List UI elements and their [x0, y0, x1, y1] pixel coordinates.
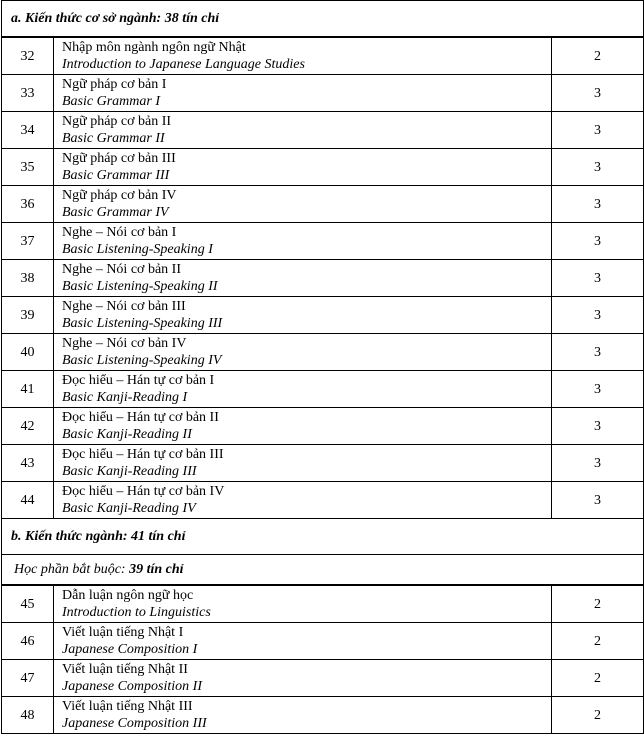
course-name-vn: Nghe – Nói cơ bản III	[62, 299, 186, 314]
course-name	[54, 482, 552, 519]
table-row	[2, 297, 644, 334]
section-title: a. Kiến thức cơ sở ngành: 38 tín chỉ	[2, 1, 644, 38]
course-credits: 3	[552, 75, 644, 112]
course-name	[54, 408, 552, 445]
table-row	[2, 260, 644, 297]
course-name-en: Basic Kanji-Reading I	[62, 390, 188, 405]
course-number: 39	[2, 297, 54, 334]
course-number: 45	[2, 585, 54, 623]
table-row	[2, 482, 644, 519]
course-name-vn: Ngữ pháp cơ bản III	[62, 151, 176, 166]
course-name-vn: Viết luận tiếng Nhật III	[62, 699, 193, 714]
course-name	[54, 260, 552, 297]
course-name-en: Basic Listening-Speaking III	[62, 316, 223, 331]
course-name	[54, 623, 552, 660]
course-name	[54, 149, 552, 186]
course-name-en: Introduction to Japanese Language Studies	[62, 57, 305, 72]
course-name	[54, 112, 552, 149]
table-row	[2, 186, 644, 223]
course-name-en: Basic Listening-Speaking II	[62, 279, 218, 294]
course-number: 40	[2, 334, 54, 371]
course-credits: 3	[552, 371, 644, 408]
course-number: 46	[2, 623, 54, 660]
course-credits: 3	[552, 223, 644, 260]
course-name	[54, 371, 552, 408]
course-name-en: Basic Grammar IV	[62, 205, 169, 220]
course-number: 44	[2, 482, 54, 519]
course-name-vn: Nhập môn ngành ngôn ngữ Nhật	[62, 40, 246, 55]
course-credits: 3	[552, 445, 644, 482]
course-credits: 2	[552, 585, 644, 623]
course-number: 38	[2, 260, 54, 297]
course-name-en: Basic Listening-Speaking IV	[62, 353, 222, 368]
course-name-en: Basic Listening-Speaking I	[62, 242, 213, 257]
course-name-vn: Đọc hiểu – Hán tự cơ bản III	[62, 447, 224, 462]
course-name-vn: Nghe – Nói cơ bản I	[62, 225, 177, 240]
course-credits: 3	[552, 260, 644, 297]
table-row	[2, 371, 644, 408]
course-number: 32	[2, 37, 54, 75]
course-name	[54, 585, 552, 623]
course-number: 41	[2, 371, 54, 408]
table-row	[2, 660, 644, 697]
course-name-en: Basic Grammar II	[62, 131, 165, 146]
course-name-vn: Nghe – Nói cơ bản IV	[62, 336, 187, 351]
subsection-title	[2, 555, 644, 586]
course-credits: 3	[552, 482, 644, 519]
course-number: 35	[2, 149, 54, 186]
course-name-vn: Viết luận tiếng Nhật II	[62, 662, 188, 677]
course-number: 33	[2, 75, 54, 112]
table-row	[2, 37, 644, 75]
course-name	[54, 445, 552, 482]
course-name-vn: Nghe – Nói cơ bản II	[62, 262, 181, 277]
course-name-en: Japanese Composition III	[62, 716, 207, 731]
course-credits: 3	[552, 112, 644, 149]
course-credits: 2	[552, 37, 644, 75]
course-name	[54, 223, 552, 260]
course-credits: 3	[552, 149, 644, 186]
course-name-en: Introduction to Linguistics	[62, 605, 211, 620]
table-row	[2, 445, 644, 482]
section-title: b. Kiến thức ngành: 41 tín chỉ	[2, 519, 644, 555]
table-row	[2, 75, 644, 112]
course-credits: 3	[552, 408, 644, 445]
curriculum-table	[1, 0, 644, 734]
course-credits: 3	[552, 186, 644, 223]
course-number: 47	[2, 660, 54, 697]
course-number: 43	[2, 445, 54, 482]
course-credits: 3	[552, 297, 644, 334]
subsection-header	[2, 555, 644, 586]
course-name-en: Basic Kanji-Reading II	[62, 427, 192, 442]
course-name-vn: Đọc hiểu – Hán tự cơ bản I	[62, 373, 215, 388]
course-number: 48	[2, 697, 54, 734]
section-header-a	[2, 1, 644, 38]
course-name-vn: Ngữ pháp cơ bản IV	[62, 188, 177, 203]
table-row	[2, 223, 644, 260]
course-name	[54, 334, 552, 371]
course-number: 42	[2, 408, 54, 445]
course-name-en: Basic Grammar I	[62, 94, 160, 109]
course-name-vn: Đọc hiểu – Hán tự cơ bản IV	[62, 484, 225, 499]
course-name-en: Basic Kanji-Reading III	[62, 464, 197, 479]
section-header-b	[2, 519, 644, 555]
table-row	[2, 585, 644, 623]
course-name-vn: Đọc hiểu – Hán tự cơ bản II	[62, 410, 219, 425]
course-number: 34	[2, 112, 54, 149]
course-number: 36	[2, 186, 54, 223]
course-name	[54, 186, 552, 223]
table-row	[2, 408, 644, 445]
course-credits: 3	[552, 334, 644, 371]
curriculum-table-body	[2, 1, 644, 734]
subsection-credits: 39 tín chỉ	[129, 562, 184, 577]
table-row	[2, 149, 644, 186]
subsection-label: Học phần bắt buộc:	[14, 562, 130, 577]
course-name-vn: Viết luận tiếng Nhật I	[62, 625, 184, 640]
course-credits: 2	[552, 623, 644, 660]
table-row	[2, 112, 644, 149]
course-number: 37	[2, 223, 54, 260]
course-name	[54, 37, 552, 75]
course-name-en: Basic Kanji-Reading IV	[62, 501, 196, 516]
course-name	[54, 660, 552, 697]
table-row	[2, 623, 644, 660]
course-name-en: Japanese Composition II	[62, 679, 202, 694]
course-name	[54, 297, 552, 334]
course-credits: 2	[552, 660, 644, 697]
table-row	[2, 334, 644, 371]
course-name-en: Basic Grammar III	[62, 168, 170, 183]
course-name-en: Japanese Composition I	[62, 642, 198, 657]
course-name	[54, 75, 552, 112]
course-credits: 2	[552, 697, 644, 734]
course-name-vn: Ngữ pháp cơ bản I	[62, 77, 167, 92]
course-name-vn: Ngữ pháp cơ bản II	[62, 114, 172, 129]
course-name-vn: Dẫn luận ngôn ngữ học	[62, 588, 194, 603]
